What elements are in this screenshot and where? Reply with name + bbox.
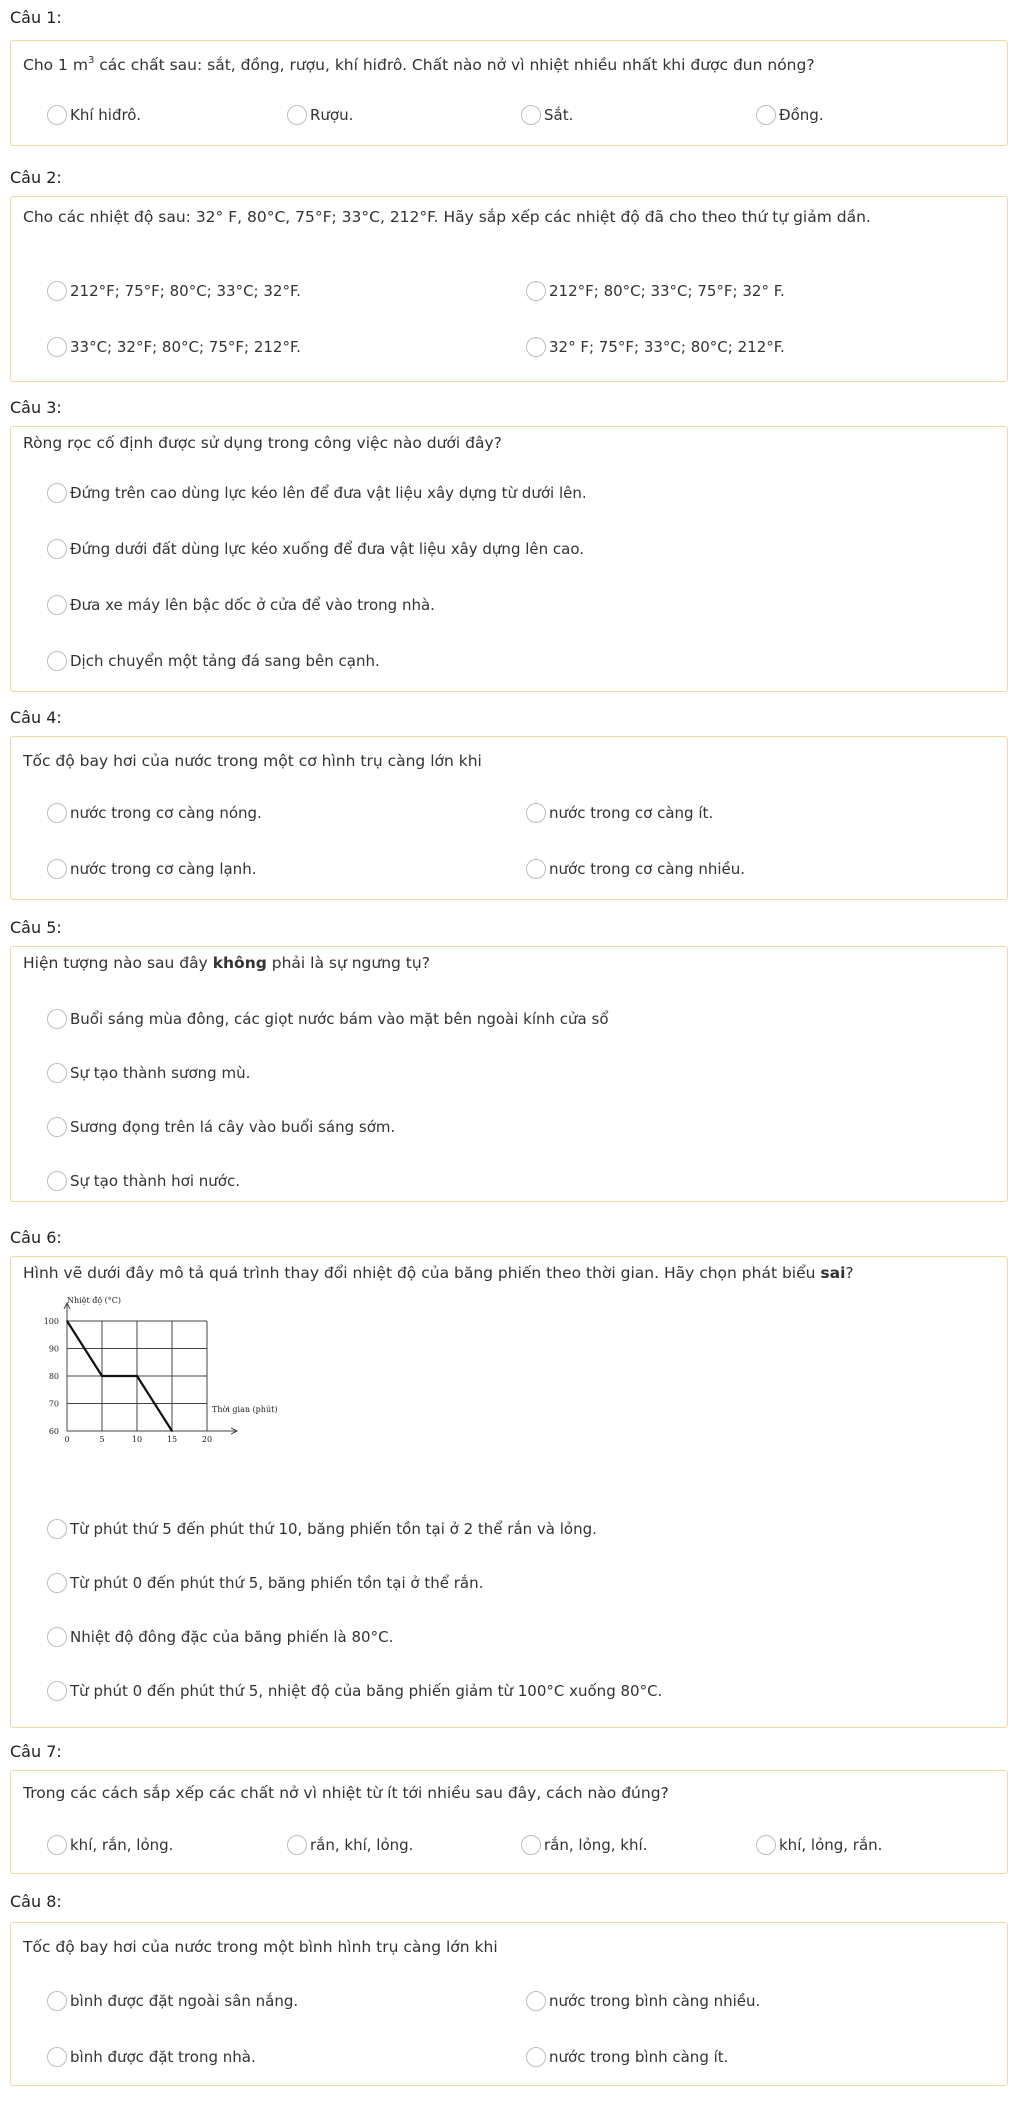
q6-title: Câu 6:: [10, 1228, 62, 1247]
q1-option-b[interactable]: Rượu.: [287, 105, 353, 125]
radio-button[interactable]: [47, 483, 67, 503]
q5-option-d[interactable]: Sự tạo thành hơi nước.: [47, 1171, 240, 1191]
q6-option-d[interactable]: Từ phút 0 đến phút thứ 5, nhiệt độ của băng phiến giảm từ 100°C xuống 80°C.: [47, 1681, 662, 1701]
radio-button[interactable]: [47, 1117, 67, 1137]
radio-button[interactable]: [756, 105, 776, 125]
q8-option-b[interactable]: nước trong bình càng nhiều.: [526, 1991, 760, 2011]
radio-button[interactable]: [47, 1519, 67, 1539]
chart-data-point: [101, 1375, 103, 1377]
q3-question: Ròng rọc cố định được sử dụng trong công việc nào dưới đây?: [23, 434, 502, 452]
q5-box: [10, 946, 1008, 1202]
q7-box: [10, 1770, 1008, 1874]
q5-option-c[interactable]: Sương đọng trên lá cây vào buổi sáng sớm.: [47, 1117, 395, 1137]
q6-question: Hình vẽ dưới đây mô tả quá trình thay đổi nhiệt độ của băng phiến theo thời gian. Hãy chọn phát biểu sai?: [23, 1264, 854, 1282]
radio-button[interactable]: [47, 803, 67, 823]
q8-title: Câu 8:: [10, 1892, 62, 1911]
q3-box: [10, 426, 1008, 692]
chart-x-tick-label: 0: [64, 1435, 70, 1444]
q4-option-a[interactable]: nước trong cơ càng nóng.: [47, 803, 262, 823]
q2-title: Câu 2:: [10, 168, 62, 187]
q1-question: Cho 1 $m^3$ các chất sau: sắt, đồng, rượu, khí hiđrô. Chất nào nở vì nhiệt nhiều nhất khi được đun nóng?: [23, 55, 815, 74]
q5-option-a[interactable]: Buổi sáng mùa đông, các giọt nước bám vào mặt bên ngoài kính cửa sổ: [47, 1009, 609, 1029]
q7-option-c[interactable]: rắn, lỏng, khí.: [521, 1835, 647, 1855]
q2-box: [10, 196, 1008, 382]
q3-option-c[interactable]: Đưa xe máy lên bậc dốc ở cửa để vào trong nhà.: [47, 595, 435, 615]
radio-button[interactable]: [521, 1835, 541, 1855]
q8-option-c[interactable]: bình được đặt trong nhà.: [47, 2047, 256, 2067]
q2-option-b[interactable]: 212°F; 80°C; 33°C; 75°F; 32° F.: [526, 281, 785, 301]
radio-button[interactable]: [47, 651, 67, 671]
radio-button[interactable]: [47, 105, 67, 125]
q1-option-d[interactable]: Đồng.: [756, 105, 824, 125]
q4-option-b[interactable]: nước trong cơ càng ít.: [526, 803, 713, 823]
radio-button[interactable]: [521, 105, 541, 125]
chart-data-point: [171, 1430, 173, 1432]
radio-button[interactable]: [47, 595, 67, 615]
q4-question: Tốc độ bay hơi của nước trong một cơ hình trụ càng lớn khi: [23, 752, 482, 770]
radio-button[interactable]: [47, 2047, 67, 2067]
q8-option-a[interactable]: bình được đặt ngoài sân nắng.: [47, 1991, 298, 2011]
radio-button[interactable]: [47, 1063, 67, 1083]
q2-question: Cho các nhiệt độ sau: 32° F, 80°C, 75°F; 33°C, 212°F. Hãy sắp xếp các nhiệt độ đã cho theo thứ tự giảm dần.: [23, 208, 871, 226]
radio-button[interactable]: [526, 859, 546, 879]
q3-option-b[interactable]: Đứng dưới đất dùng lực kéo xuống để đưa vật liệu xây dựng lên cao.: [47, 539, 584, 559]
q3-title: Câu 3:: [10, 398, 62, 417]
radio-button[interactable]: [47, 337, 67, 357]
chart-x-tick-label: 15: [166, 1435, 178, 1444]
q6-option-a[interactable]: Từ phút thứ 5 đến phút thứ 10, băng phiến tồn tại ở 2 thể rắn và lỏng.: [47, 1519, 597, 1539]
radio-button[interactable]: [756, 1835, 776, 1855]
q7-question: Trong các cách sắp xếp các chất nở vì nhiệt từ ít tới nhiều sau đây, cách nào đúng?: [23, 1784, 669, 1802]
q2-option-d[interactable]: 32° F; 75°F; 33°C; 80°C; 212°F.: [526, 337, 785, 357]
radio-button[interactable]: [47, 1573, 67, 1593]
radio-button[interactable]: [526, 1991, 546, 2011]
q7-title: Câu 7:: [10, 1742, 62, 1761]
q7-option-b[interactable]: rắn, khí, lỏng.: [287, 1835, 413, 1855]
q8-question: Tốc độ bay hơi của nước trong một bình hình trụ càng lớn khi: [23, 1938, 498, 1956]
chart-y-label: Nhiệt độ (°C): [67, 1296, 122, 1305]
chart-y-tick-label: 80: [48, 1372, 59, 1381]
q5-question: Hiện tượng nào sau đây không phải là sự ngưng tụ?: [23, 954, 430, 972]
q4-title: Câu 4:: [10, 708, 62, 727]
q8-box: [10, 1922, 1008, 2086]
q5-option-b[interactable]: Sự tạo thành sương mù.: [47, 1063, 250, 1083]
chart-x-tick-label: 10: [131, 1435, 143, 1444]
radio-button[interactable]: [47, 1171, 67, 1191]
q4-option-c[interactable]: nước trong cơ càng lạnh.: [47, 859, 256, 879]
chart-x-tick-label: 20: [201, 1435, 213, 1444]
q1-option-c[interactable]: Sắt.: [521, 105, 573, 125]
radio-button[interactable]: [47, 1991, 67, 2011]
radio-button[interactable]: [526, 803, 546, 823]
chart-x-tick-label: 5: [99, 1435, 105, 1444]
temperature-chart: [31, 1291, 291, 1461]
q1-title: Câu 1:: [10, 8, 62, 27]
chart-y-tick-label: 90: [48, 1344, 59, 1354]
q4-option-d[interactable]: nước trong cơ càng nhiều.: [526, 859, 745, 879]
q7-option-d[interactable]: khí, lỏng, rắn.: [756, 1835, 882, 1855]
radio-button[interactable]: [47, 859, 67, 879]
q8-option-d[interactable]: nước trong bình càng ít.: [526, 2047, 728, 2067]
q2-option-c[interactable]: 33°C; 32°F; 80°C; 75°F; 212°F.: [47, 337, 301, 357]
radio-button[interactable]: [47, 1627, 67, 1647]
q3-option-d[interactable]: Dịch chuyển một tảng đá sang bên cạnh.: [47, 651, 380, 671]
radio-button[interactable]: [47, 281, 67, 301]
radio-button[interactable]: [47, 1835, 67, 1855]
radio-button[interactable]: [47, 539, 67, 559]
chart-y-tick-label: 70: [48, 1399, 59, 1409]
radio-button[interactable]: [287, 105, 307, 125]
chart-y-tick-label: 60: [48, 1427, 59, 1436]
radio-button[interactable]: [526, 2047, 546, 2067]
q6-option-b[interactable]: Từ phút 0 đến phút thứ 5, băng phiến tồn tại ở thể rắn.: [47, 1573, 483, 1593]
chart-data-point: [136, 1375, 138, 1377]
chart-x-label: Thời gian (phút): [212, 1405, 278, 1414]
q1-option-a[interactable]: Khí hiđrô.: [47, 105, 141, 125]
q6-option-c[interactable]: Nhiệt độ đông đặc của băng phiến là 80°C.: [47, 1627, 393, 1647]
radio-button[interactable]: [47, 1009, 67, 1029]
radio-button[interactable]: [526, 281, 546, 301]
radio-button[interactable]: [47, 1681, 67, 1701]
q6-box: [10, 1256, 1008, 1728]
q2-option-a[interactable]: 212°F; 75°F; 80°C; 33°C; 32°F.: [47, 281, 301, 301]
radio-button[interactable]: [526, 337, 546, 357]
q5-title: Câu 5:: [10, 918, 62, 937]
q3-option-a[interactable]: Đứng trên cao dùng lực kéo lên để đưa vật liệu xây dựng từ dưới lên.: [47, 483, 587, 503]
q4-box: [10, 736, 1008, 900]
radio-button[interactable]: [287, 1835, 307, 1855]
q1-box: [10, 40, 1008, 146]
q7-option-a[interactable]: khí, rắn, lỏng.: [47, 1835, 173, 1855]
chart-data-point: [66, 1320, 68, 1322]
chart-y-tick-label: 100: [43, 1317, 59, 1326]
